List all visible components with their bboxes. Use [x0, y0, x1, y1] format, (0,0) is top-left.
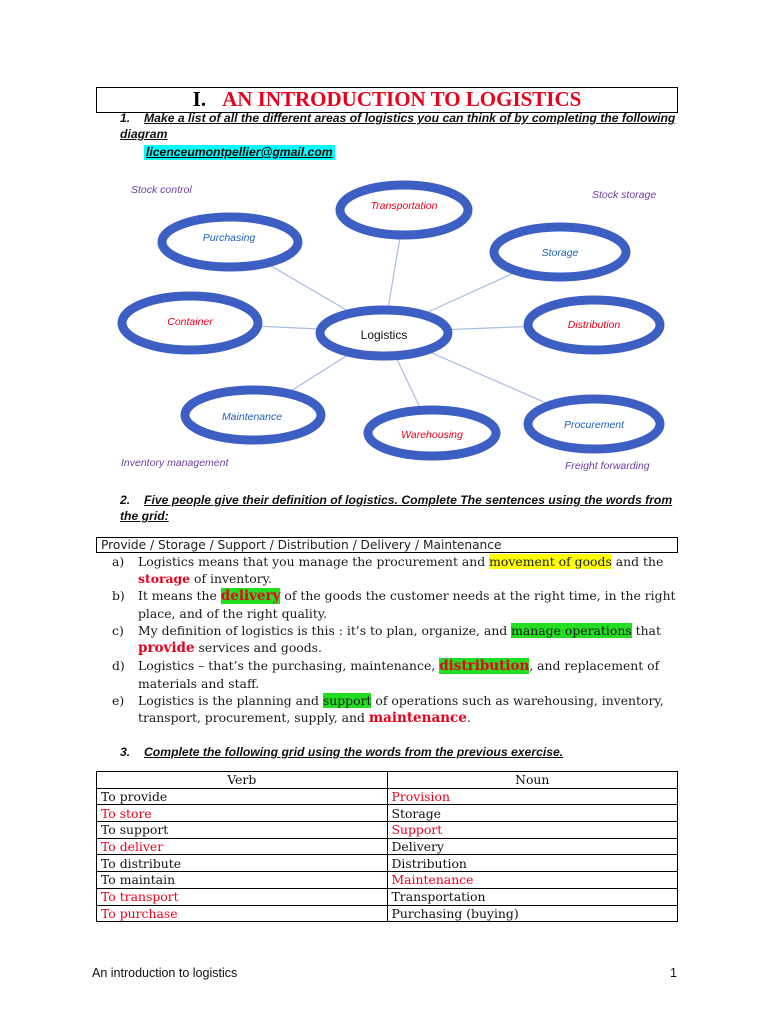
- highlight-manage-operations: manage operations: [511, 623, 632, 638]
- noun-cell: Storage: [387, 805, 678, 822]
- answer-distribution: distribution: [439, 658, 530, 674]
- item-text: of inventory.: [190, 571, 272, 586]
- table-row: [97, 855, 678, 872]
- definition-list: [112, 553, 678, 727]
- node-transportation: Transportation: [370, 200, 438, 212]
- column-header-verb: Verb: [97, 772, 388, 789]
- footer-title: An introduction to logistics: [92, 966, 238, 980]
- node-warehousing: Warehousing: [401, 429, 463, 441]
- verb-cell: To store: [97, 805, 388, 822]
- node-storage: Storage: [541, 247, 579, 259]
- item-letter: e): [112, 693, 125, 708]
- item-text: My definition of logistics is this : it’s to plan, organize, and: [138, 623, 512, 638]
- question-3-number: 3.: [120, 745, 131, 759]
- verb-cell: To distribute: [97, 855, 388, 872]
- item-text: Logistics means that you manage the procurement and: [138, 554, 490, 569]
- logistics-mind-map: [0, 0, 768, 480]
- list-item: [112, 553, 678, 587]
- item-letter: a): [112, 554, 125, 569]
- answer-provide: provide: [138, 640, 195, 656]
- table-header-row: [97, 772, 678, 789]
- noun-cell: Maintenance: [387, 872, 678, 889]
- note-stock-storage: Stock storage: [592, 189, 657, 201]
- verb-cell: To support: [97, 822, 388, 839]
- highlight-movement-of-goods: movement of goods: [489, 554, 612, 569]
- table-row: [97, 805, 678, 822]
- question-2-number: 2.: [120, 493, 131, 507]
- item-text: , and replacement of materials and staff.: [138, 658, 660, 691]
- note-freight-forwarding: Freight forwarding: [565, 460, 650, 472]
- noun-cell: Support: [387, 822, 678, 839]
- item-text: It means the: [138, 588, 221, 603]
- list-item: [112, 587, 678, 622]
- answer-storage: storage: [138, 571, 191, 586]
- word-grid: Provide / Storage / Support / Distribution / Delivery / Maintenance: [96, 537, 678, 553]
- node-container: Container: [167, 316, 213, 328]
- table-row: [97, 888, 678, 905]
- item-letter: c): [112, 623, 124, 638]
- noun-cell: Transportation: [387, 888, 678, 905]
- noun-cell: Delivery: [387, 838, 678, 855]
- answer-delivery: delivery: [220, 588, 281, 604]
- list-item: [112, 622, 678, 657]
- question-3-text: Complete the following grid using the words from the previous exercise.: [144, 745, 564, 759]
- page-number: 1: [670, 966, 677, 980]
- question-2: [120, 492, 680, 524]
- table-row: [97, 905, 678, 922]
- question-1-text: Make a list of all the different areas of logistics you can think of by completing the following diagram: [120, 111, 676, 141]
- node-procurement: Procurement: [563, 419, 625, 431]
- email-link[interactable]: licenceumontpellier@gmail.com: [146, 145, 333, 159]
- verb-cell: To transport: [97, 888, 388, 905]
- highlight-support: support: [322, 693, 372, 708]
- noun-cell: Provision: [387, 788, 678, 805]
- verb-cell: To provide: [97, 788, 388, 805]
- item-text: that: [631, 623, 661, 638]
- item-text: Logistics is the planning and: [138, 693, 323, 708]
- item-text: and the: [611, 554, 664, 569]
- list-item: [112, 692, 678, 727]
- noun-cell: Purchasing (buying): [387, 905, 678, 922]
- item-text: Logistics – that’s the purchasing, maintenance,: [138, 658, 440, 673]
- list-item: [112, 657, 678, 692]
- column-header-noun: Noun: [387, 772, 678, 789]
- verb-noun-table: [96, 771, 678, 922]
- item-text: of operations such as warehousing, inventory, transport, procurement, supply, and: [138, 693, 664, 725]
- node-distribution: Distribution: [567, 319, 621, 331]
- node-center-logistics: Logistics: [360, 328, 408, 342]
- answer-maintenance: maintenance: [368, 710, 467, 726]
- question-2-text: Five people give their definition of logistics. Complete The sentences using the words from the grid:: [120, 493, 673, 523]
- question-3: [120, 744, 680, 760]
- table-row: [97, 788, 678, 805]
- table-row: [97, 822, 678, 839]
- verb-cell: To purchase: [97, 905, 388, 922]
- node-maintenance: Maintenance: [221, 411, 283, 423]
- title-number: I.: [192, 87, 207, 111]
- table-row: [97, 838, 678, 855]
- note-stock-control: Stock control: [131, 184, 192, 196]
- node-purchasing: Purchasing: [202, 232, 256, 244]
- item-text: of the goods the customer needs at the right time, in the right place, and of the right quality.: [138, 588, 676, 621]
- noun-cell: Distribution: [387, 855, 678, 872]
- verb-cell: To deliver: [97, 838, 388, 855]
- item-letter: d): [112, 658, 125, 673]
- item-letter: b): [112, 588, 125, 603]
- table-row: [97, 872, 678, 889]
- title-text: AN INTRODUCTION TO LOGISTICS: [222, 87, 582, 111]
- item-text: .: [466, 710, 471, 725]
- question-1-number: 1.: [120, 111, 131, 125]
- verb-cell: To maintain: [97, 872, 388, 889]
- item-text: services and goods.: [194, 640, 322, 655]
- note-inventory-management: Inventory management: [121, 457, 229, 469]
